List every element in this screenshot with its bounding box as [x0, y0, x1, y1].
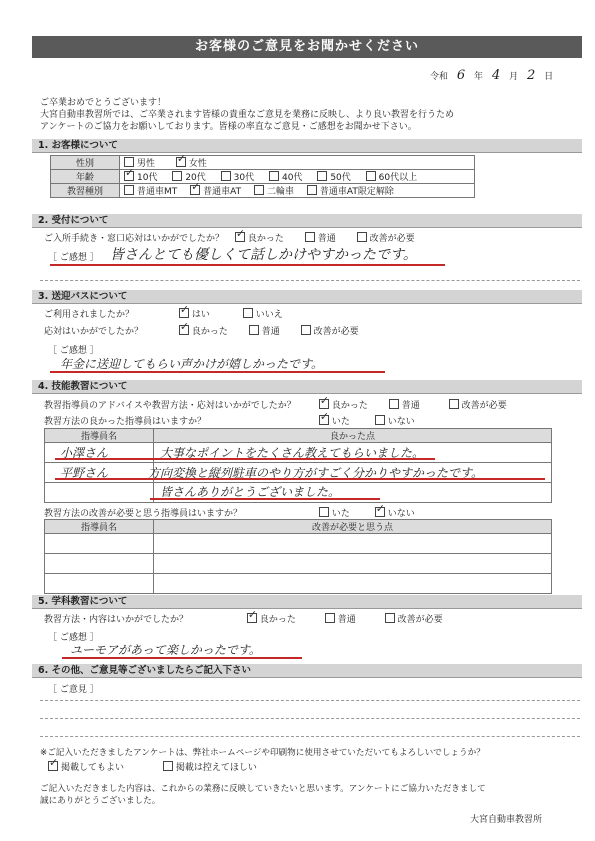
good-instructor-question: 教習方法の良かった指導員はいますか？: [44, 417, 207, 427]
classroom-comment-label: ［ ご感想 ］: [48, 633, 99, 643]
checkbox[interactable]: [269, 171, 279, 181]
section-5-header: 5. 学科教習について: [32, 595, 582, 609]
red-underline: [50, 371, 385, 373]
option-label: 普通車AT: [203, 187, 242, 197]
other-comment-label: ［ ご意見 ］: [48, 685, 99, 695]
checkbox-checked[interactable]: [247, 613, 257, 623]
bus-service-row: [44, 324, 377, 337]
table-row: [45, 534, 552, 554]
checkbox[interactable]: [307, 185, 317, 195]
checkbox[interactable]: [317, 171, 327, 181]
checkbox[interactable]: [389, 399, 399, 409]
column-header: 良かった点: [154, 429, 552, 443]
option-label: 50代: [330, 173, 351, 183]
section-6-header: 6. その他、ご意見等ございましたらご記入下さい: [32, 664, 582, 678]
option-label: 普通: [261, 327, 280, 337]
age-options: [120, 170, 475, 184]
date-day[interactable]: 2: [526, 68, 536, 83]
reception-comment[interactable]: 皆さんとても優しくて話しかけやすかったです。: [110, 247, 417, 263]
consent-options: [48, 760, 275, 773]
date-era: 令和: [430, 72, 449, 82]
checkbox[interactable]: [357, 232, 367, 242]
closing-line-1: ご記入いただきました内容は、これからの業務に反映していきたいと思います。アンケートにご協力いただきまして: [40, 784, 486, 794]
intro-line-1: ご卒業おめでとうございます！: [40, 98, 167, 108]
good-point[interactable]: 大事なポイントをたくさん教えてもらいました。: [160, 446, 425, 460]
checkbox[interactable]: [301, 325, 311, 335]
good-instructor-question-row: [44, 414, 433, 427]
option-label: 60代以上: [378, 173, 418, 183]
bad-instructor-question: 教習方法の改善が必要と思う指導員はいますか？: [44, 509, 243, 519]
bad-instructor-question-row: [44, 506, 433, 519]
checkbox[interactable]: [254, 185, 264, 195]
option-label: いない: [387, 509, 415, 519]
instruction-question: 教習指導員のアドバイスや教習方法・応対はいかがでしたか？: [44, 401, 296, 411]
good-point[interactable]: 皆さんありがとうございました。: [160, 485, 341, 499]
reception-question: ご入所手続き・窓口応対はいかがでしたか？: [44, 234, 225, 244]
option-label: 40代: [281, 173, 303, 183]
table-row: [45, 554, 552, 574]
date-line: [430, 68, 553, 83]
gender-label: 性別: [51, 156, 120, 170]
intro-text: [40, 97, 454, 133]
classroom-comment[interactable]: ユーモアがあって楽しかったです。: [70, 643, 261, 657]
checkbox-checked[interactable]: [179, 325, 189, 335]
table-row: [45, 574, 552, 594]
dashed-line: [40, 700, 580, 701]
column-header: 指導員名: [45, 520, 154, 534]
instructor-name[interactable]: 平野さん: [60, 466, 109, 480]
checkbox[interactable]: [305, 232, 315, 242]
closing-text: [40, 783, 486, 807]
section-4-header: 4. 技能教習について: [32, 380, 582, 394]
bus-service-question: 応対はいかがでしたか？: [44, 327, 144, 337]
bad-instructor-table: [44, 519, 552, 594]
option-label: はい: [191, 310, 210, 320]
section-1-header: 1. お客様について: [32, 139, 582, 153]
checkbox[interactable]: [221, 171, 231, 181]
course-label: 教習種別: [51, 184, 120, 198]
option-label: 改善が必要: [369, 234, 415, 244]
checkbox[interactable]: [243, 308, 253, 318]
checkbox[interactable]: [249, 325, 259, 335]
option-label: 良かった: [331, 401, 368, 411]
option-label: 改善が必要: [397, 615, 443, 625]
checkbox-checked[interactable]: [176, 157, 186, 167]
option-label: 掲載してもよい: [61, 763, 125, 773]
checkbox-checked[interactable]: [179, 308, 189, 318]
intro-line-3: アンケートのご協力をお願いしております。皆様の率直なご意見・ご感想をお聞かせ下さい。: [40, 122, 417, 132]
checkbox[interactable]: [172, 171, 182, 181]
dashed-line: [40, 718, 580, 719]
section-3-header: 3. 送迎バスについて: [32, 290, 582, 304]
page-title: お客様のご意見をお聞かせください: [32, 36, 582, 58]
option-label: 男性: [137, 159, 156, 169]
dashed-line: [40, 736, 580, 737]
option-label: いない: [387, 417, 415, 427]
red-underline: [150, 498, 380, 500]
bus-comment-label: ［ ご感想 ］: [48, 346, 99, 356]
date-day-unit: 日: [544, 72, 554, 82]
date-year-unit: 年: [474, 72, 484, 82]
option-label: 二輪車: [266, 187, 294, 197]
date-month-unit: 月: [509, 72, 519, 82]
instruction-question-row: [44, 398, 525, 411]
checkbox[interactable]: [449, 399, 459, 409]
checkbox[interactable]: [319, 507, 329, 517]
gender-options: [120, 156, 475, 170]
checkbox[interactable]: [375, 415, 385, 425]
checkbox-checked[interactable]: [319, 415, 329, 425]
checkbox-checked[interactable]: [190, 185, 200, 195]
option-label: 女性: [188, 159, 207, 169]
option-label: 良かった: [247, 234, 284, 244]
closing-line-2: 誠にありがとうございました。: [40, 796, 161, 806]
option-label: いいえ: [255, 310, 283, 320]
red-underline: [50, 264, 445, 266]
date-month[interactable]: 4: [491, 68, 501, 83]
customer-info-table: [50, 155, 475, 198]
checkbox[interactable]: [366, 171, 376, 181]
checkbox-checked[interactable]: [235, 232, 245, 242]
red-underline: [55, 458, 435, 460]
option-label: 普通車AT限定解除: [319, 187, 394, 197]
checkbox-checked[interactable]: [319, 399, 329, 409]
option-label: 良かった: [259, 615, 296, 625]
company-name: 大宮自動車教習所: [470, 815, 543, 825]
intro-line-2: 大宮自動車教習所では、ご卒業されます皆様の貴重なご意見を業務に反映し、より良い教習を行うため: [40, 110, 455, 120]
option-label: 普通: [317, 234, 336, 244]
bus-usage-question: ご利用されましたか？: [44, 310, 135, 320]
checkbox[interactable]: [163, 761, 173, 771]
option-label: いた: [331, 417, 350, 427]
course-options: [120, 184, 475, 198]
bus-comment[interactable]: 年金に送迎してもらい声かけが嬉しかったです。: [60, 357, 324, 371]
option-label: 30代: [233, 173, 255, 183]
column-header: 改善が必要と思う点: [154, 520, 552, 534]
checkbox-checked[interactable]: [124, 171, 134, 181]
option-label: 改善が必要: [313, 327, 359, 337]
option-label: いた: [331, 509, 350, 519]
checkbox[interactable]: [124, 185, 134, 195]
dashed-line: [40, 280, 580, 281]
checkbox-checked[interactable]: [48, 761, 58, 771]
consent-question: ※ご記入いただきましたアンケートは、弊社ホームページや印刷物に使用させていただいてもよろしいでしょうか？: [40, 748, 485, 758]
classroom-question: 教習方法・内容はいかがでしたか？: [44, 615, 189, 625]
reception-question-row: [44, 231, 433, 244]
checkbox[interactable]: [325, 613, 335, 623]
age-label: 年齢: [51, 170, 120, 184]
bus-usage-row: [44, 307, 301, 320]
option-label: 掲載は控えてほしい: [175, 763, 257, 773]
instructor-name[interactable]: 小澤さん: [60, 446, 109, 460]
option-label: 20代: [185, 173, 206, 183]
reception-comment-label: ［ ご感想 ］: [48, 253, 99, 263]
option-label: 普通車MT: [137, 187, 178, 197]
section-2-header: 2. 受付について: [32, 214, 582, 228]
red-underline: [55, 478, 545, 480]
date-year[interactable]: 6: [456, 68, 466, 83]
option-label: 普通: [401, 401, 420, 411]
column-header: 指導員名: [45, 429, 154, 443]
classroom-question-row: [44, 612, 461, 625]
option-label: 改善が必要: [461, 401, 507, 411]
checkbox[interactable]: [385, 613, 395, 623]
good-point[interactable]: 方向変換と縦列駐車のやり方がすごく分かりやすかったです。: [148, 466, 484, 480]
option-label: 10代: [137, 173, 158, 183]
option-label: 良かった: [191, 327, 228, 337]
option-label: 普通: [337, 615, 356, 625]
checkbox-checked[interactable]: [375, 507, 385, 517]
red-underline: [62, 657, 302, 659]
